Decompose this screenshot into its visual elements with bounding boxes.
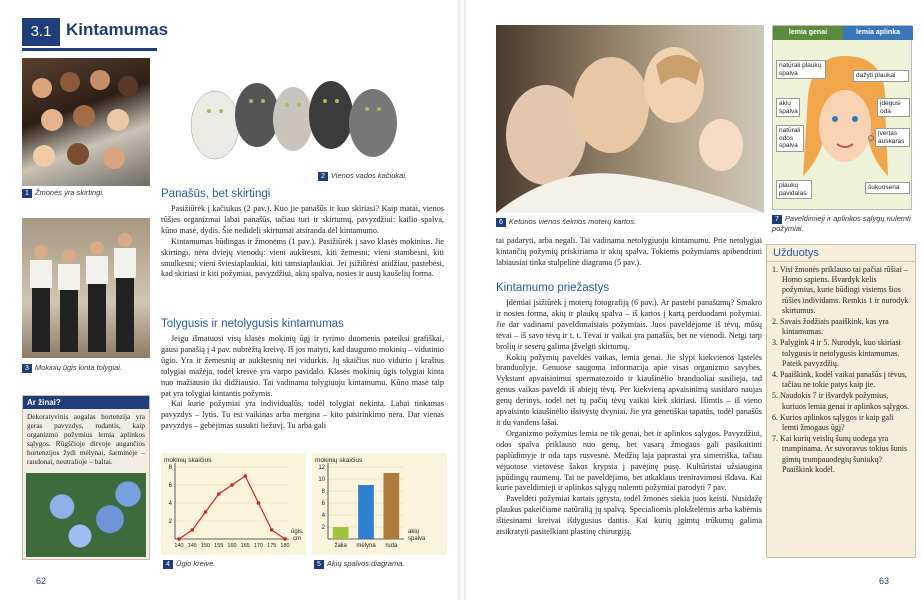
did-you-know-box — [22, 395, 150, 560]
section-title-tolygusis: Tolygusis ir netolygusis kintamumas — [161, 318, 344, 330]
photo-generations — [496, 25, 764, 213]
label-natural-hair: natūrali plaukų spalva — [776, 60, 826, 79]
y-axis-label: mokinių skaičius — [315, 457, 363, 464]
x-tick-label: žalia — [334, 543, 347, 549]
bar — [383, 473, 399, 539]
left-page — [0, 0, 458, 600]
y-tick-label: 8 — [321, 489, 325, 495]
photo-kittens — [185, 55, 403, 167]
hydrangea-photo — [26, 473, 146, 557]
page-number-right: 63 — [879, 576, 890, 586]
task-item: 4. Paaiškink, kodėl vaikai panašūs į tėvus, tačiau ne tokie patys kaip jie. — [772, 370, 907, 390]
chapter-title: Kintamumas — [66, 20, 169, 39]
label-natural-skin: natūrali odos spalva — [776, 125, 804, 152]
x-tick-label: 175 — [267, 543, 277, 549]
caption-7: 7 Paveldimieji ir aplinkos sąlygų nulemti požymiai. — [772, 214, 911, 233]
x-tick-label: 180 — [280, 543, 290, 549]
section1-text: Pasižiūrėk į kačiukus (2 pav.). Kuo jie panašūs ir kuo skiriasi? Kaip matai, vienos rūšies organizmai labai panašūs, tačiau turi ir skirtumų, pavyzdžiui: kailio spalva, kūno masė, dydis. Šie nedideli skirtumai atsiranda dėl kintamumo. Kintamumas būdingas ir žmonėms (1 pav.). Pasižiūrėk į savo klasės mokinius. Jie skirtingi, nėra dviejų vienodų: vieni aukštesni, kiti žemesni; vieni stambesni, kiti smulkesni; vieni šviesiaplaukiai, kiti tamsiaplaukiai. Jei įsižiūrėsi atidžiau, pastebėsi, kad skiriasi ir kiti požymiai, pavyzdžiui, akių spalva, nosies ir ausų kaušelių forma. — [161, 204, 444, 279]
tasks-list — [767, 262, 915, 475]
data-point — [257, 501, 261, 505]
column-continuation: tai padaryti, arba negali. Tai vadinama netolygiuoju kintamumu. Prie netolygiai kintančių požymių priskiriama ir akių spalva. Tokiems požymiams apibendrinti labiausiai tinka stulpelinė diagrama (5 pav.). — [496, 236, 762, 267]
task-item: 2. Savais žodžiais paaiškink, kas yra kintamumas. — [772, 317, 889, 337]
label-dyed-hair: dažyti plaukai — [853, 70, 909, 82]
caption-5: 5 Akių spalvos diagrama. — [314, 559, 444, 569]
did-you-know-title: Ar žinai? — [23, 396, 149, 409]
x-tick-label: mėlyna — [356, 543, 376, 549]
page-number-left: 62 — [36, 576, 47, 586]
data-point — [283, 537, 287, 541]
chapter-number: 3.1 — [22, 18, 60, 46]
data-point — [204, 510, 208, 514]
label-hair-type: plaukų pavidalas — [776, 180, 812, 199]
photo-students — [22, 218, 150, 358]
y-tick-label: 12 — [318, 465, 325, 471]
tasks-title: Užduotys — [767, 245, 915, 262]
label-hairstyle: šukuosena — [865, 182, 910, 194]
label-eye-color: akių spalva — [776, 98, 800, 117]
x-tick-label: 165 — [240, 543, 250, 549]
x-tick-label: 145 — [187, 543, 197, 549]
y-tick-label: 2 — [168, 519, 172, 525]
data-point — [190, 528, 194, 532]
task-item: 6. Kurios aplinkos sąlygos ir kaip gali lemti žmogaus ūgį? — [772, 412, 894, 433]
y-tick-label: 10 — [318, 477, 325, 483]
y-tick-label: 8 — [168, 465, 172, 471]
x-axis-label: ūgis, — [291, 529, 304, 535]
x-axis-label-2: spalva — [408, 536, 426, 542]
caption-6: 6 Keturios vienos šeimos moterų kartos. — [496, 217, 756, 227]
face-diagram — [772, 25, 912, 210]
section2-text: Jeigu išmatuosi visų klasės mokinių ūgį ir tyrimo duomenis pateiksi grafiškai, gausi panašią į 4 pav. nubrėžtą kreivę. Iš jos matyti, kad daugumo mokinių – vidutinio ūgio. Yra ir žemesnių ar aukštesnių nei vidurkis. Jų skaičius nuo vidurio į kraštus tolygiai mažėja, todėl kreivė yra varpo pavidalo. Klasės mokinių ūgis tolygiai kinta nuo mažiausio iki didžiausio. Tai vadinama tolygiuoju kintamumu. Kūno masė taip pat yra tolygiai kintantis požymis. Kai kurie požymiai yra individualūs, todėl tolygiai nekinta. Labai tinkamas pavyzdys – lytis. Tu esi vaikinas arba mergina – kito pasirinkimo nėra. Dar vienas pavyzdys – gebėjimas susukti liežuvį. Tu arba gali — [161, 334, 444, 431]
book-gutter — [458, 0, 466, 600]
label-earring: įvertas auskaras — [875, 128, 910, 147]
y-tick-label: 6 — [168, 483, 172, 489]
kittens-illustration — [185, 55, 403, 167]
section3-text: Įdėmiai įsižiūrėk į moterų fotografiją (6 pav.). Ar pastebi panašumų? Smakro ir nosies forma, akių ir plaukų spalva – iš kartos į kartą perduodami požymiai. Jie dar vadinami paveldimaisiais požymiais. Juos paveldėjome iš tėvų, mūsų tėvai – iš savo tėvų ir t. t. Tėvai ir vaikai yra panašūs, bet ne vienodi. Netgi tarp brolių ir seserų galima įžvelgti skirtumų. Kokių požymių paveldės vaikas, lemia genai. Jie slypi kiekvienos ląstelės branduolyje. Genuose saugoma informacija apie visas organizmo savybes. Vykstant apvaisinimui spermatozoido ir kiaušinėlio branduoliai susilieja, tad genus vaikas paveldi iš abiejų tėvų. Per kiekvieną apvaisinimą susidaro naujas genų derinys, todėl net tų pačių tėvų vaikai kiek skiriasi. Išimtis – iš vieno apvaisinto kiaušinėlio išsivystę dvyniai. Jie yra genetiškai tapatūs, todėl panašūs it du vandens lašai. Organizmo požymius lemia ne tik genai, bet ir aplinkos sąlygos. Pavyzdžiui, odos spalva priklauso nuo genų, bet vasarą žmogaus gali pasikaitinti paplūdimyje ir oda taps rusvesnė. Medžių laja paprastai yra simetriška, tačiau vėjuotose vietovėse šakos krypsta į pavėjinę pusę. Kultūristai užsiaugina įspūdingų raumenų. Tai ne paveldėjimo, bet atkaklaus treniravimosi išdava. Kai kurie paveldimieji ir aplinkos sąlygų nulemti požymiai parodyti 7 pav. Paveldėti požymiai kartais įgrysta, todėl žmonės siekia juos keisti. Nusidažę plaukus pakeičiame natūralią jų spalvą. Specialiomis plokštelėmis arba kabėmis ištiesinami kreivai išdygusius dantis. Kai kurių įgimtų trūkumų galima atsikratyti pasitelkiant plastinę chirurgiją. — [496, 298, 762, 537]
tasks-box — [766, 244, 916, 558]
task-item: 3. Palygink 4 ir 5. Nurodyk, kuo skiriasi tolygusis ir netolygusis kintamumas. Pateik pavyzdžių. — [772, 338, 901, 368]
section-title-priezastys: Kintamumo priežastys — [496, 282, 610, 294]
generations-illustration — [496, 25, 764, 213]
bar — [333, 527, 349, 539]
y-tick-label: 2 — [321, 525, 325, 531]
data-point — [177, 537, 181, 541]
data-point — [270, 528, 274, 532]
data-point — [217, 492, 221, 496]
x-tick-label: 140 — [174, 543, 184, 549]
caption-4: 4 Ūgio kreivė. — [163, 559, 303, 569]
eye-color-chart — [312, 453, 447, 555]
section-title-panasus: Panašūs, bet skirtingi — [161, 188, 271, 200]
caption-1: 1 Žmonės yra skirtingi. — [22, 188, 150, 198]
task-item: 5. Naudokis 7 ir išvardyk požymius, kuriuos lemia genai ir aplinkos sąlygos. — [772, 391, 910, 411]
task-item: 7. Kai kurių veislių šunų uodega yra trumpinama. Ar suvoravus tokius šunis gimtų trumpauodegių šuniukų? Paaiškink kodėl. — [772, 434, 908, 474]
y-tick-label: 6 — [321, 501, 325, 507]
y-tick-label: 4 — [168, 501, 172, 507]
students-illustration — [22, 218, 150, 358]
caption-3: 3 Mokinių ūgis kinta tolygiai. — [22, 363, 150, 373]
y-tick-label: 4 — [321, 513, 325, 519]
photo-people — [22, 58, 150, 186]
y-axis-label: mokinių skaičius — [164, 457, 212, 464]
header-genes: lemia genai — [773, 26, 843, 40]
data-point — [230, 483, 234, 487]
data-point — [243, 474, 247, 478]
did-you-know-text: Dekoratyvinis augalas hortenzija yra geras pavyzdys, rodantis, kaip organizmo požymius lemia aplinkos sąlygos. Rūgščioje dirvoje augančios hortenzijos žydi mėlynai, šarminėje – raudonai, neutralioje – baltai. — [27, 412, 145, 466]
bar — [358, 485, 374, 539]
x-axis-label: akių — [408, 529, 420, 535]
right-page — [466, 0, 923, 600]
people-illustration — [22, 58, 150, 186]
title-rule — [22, 48, 157, 51]
header-environment: lemia aplinka — [843, 26, 913, 40]
height-curve-chart — [161, 453, 306, 555]
x-tick-label: 160 — [227, 543, 237, 549]
x-tick-label: 155 — [214, 543, 224, 549]
x-tick-label: 170 — [253, 543, 264, 549]
label-tanned-skin: įdegusi oda — [877, 98, 910, 117]
x-tick-label: 150 — [200, 543, 211, 549]
x-axis-label-unit: cm — [293, 536, 301, 542]
caption-2: 2 Vienos vados kačiukai. — [318, 171, 438, 181]
x-tick-label: ruda — [385, 543, 398, 549]
task-item: 1. Visi žmonės priklauso tai pačiai rūšiai – Homo sapiens. Išvardyk kelis požymius, kurie būdingi visiems šios rūšies individams. Remkis 1 ir nurodyk skirtumus. — [772, 265, 909, 315]
